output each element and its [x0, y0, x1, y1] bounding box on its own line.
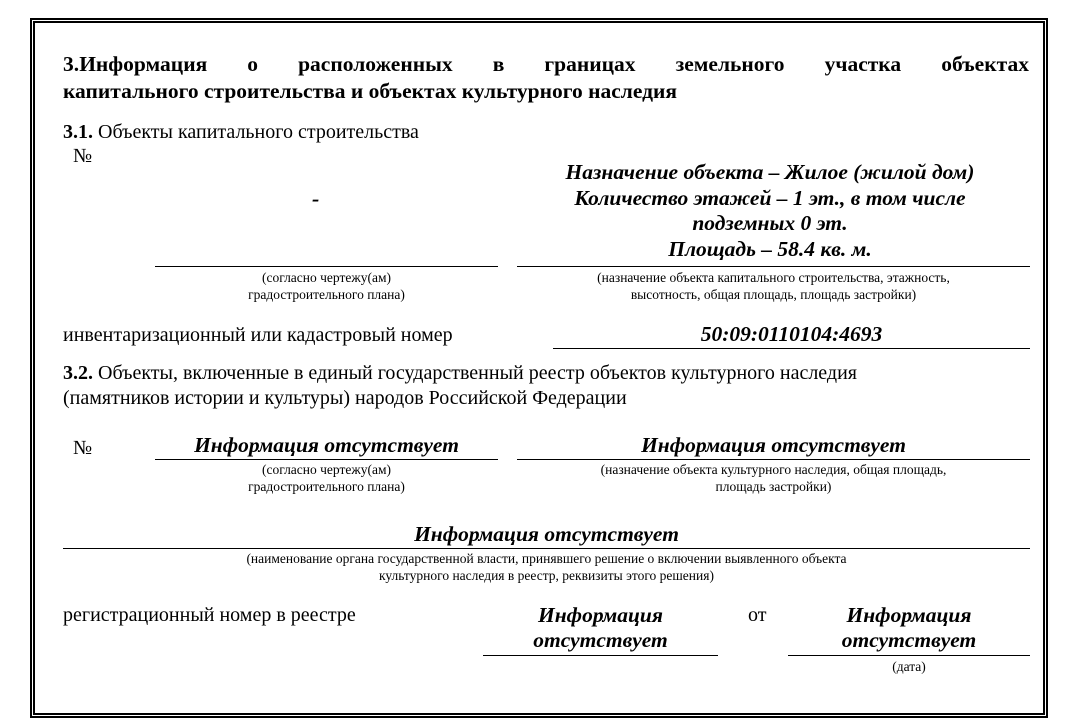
- s32-caption-left: (согласно чертежу(ам) градостроительного плана): [248, 462, 405, 494]
- reg-underline: [483, 655, 718, 656]
- s31-purpose-underline: [517, 266, 1030, 267]
- s31-number-underline: [155, 266, 498, 267]
- s32-number-underline: [155, 459, 498, 460]
- s31-number: 3.1.: [63, 121, 93, 143]
- authority-caption: (наименование органа государственной власти, принявшего решение о включении выявленного объекта культурного наследия в реестр, реквизиты этого решения): [246, 551, 847, 583]
- authority-underline: [63, 548, 1030, 549]
- date-underline: [788, 655, 1030, 656]
- reg-label: регистрационный номер в реестре: [63, 604, 356, 626]
- cadastral-underline: [553, 348, 1030, 349]
- s32-number-value: Информация отсутствует: [194, 433, 459, 457]
- cadastral-number: 50:09:0110104:4693: [700, 322, 883, 346]
- s31-caption-left: (согласно чертежу(ам) градостроительного плана): [248, 270, 405, 302]
- s31-purpose-line: Площадь – 58.4 кв. м.: [668, 236, 872, 261]
- s31-number-value: -: [312, 186, 320, 211]
- s32-label: Объекты, включенные в единый государственный реестр объектов культурного наследия: [98, 362, 857, 384]
- section-title-line1: 3. Информация о расположенных в границах земельного участка объектах: [63, 52, 1029, 76]
- s31-caption-right: (назначение объекта капитального строительства, этажность, высотность, общая площадь, площадь застройки): [597, 270, 950, 302]
- s31-purpose-line: подземных 0 эт.: [692, 211, 848, 235]
- section-number: 3.: [63, 52, 80, 76]
- s32-purpose-underline: [517, 459, 1030, 460]
- s32-heading: 3.2. Объекты, включенные в единый государственный реестр объектов культурного наследия (памятников истории и культуры) народов Российской Федерации: [63, 362, 857, 409]
- date-caption: (дата): [892, 659, 926, 674]
- section-title: [63, 51, 1029, 105]
- s32-purpose-value: Информация отсутствует: [641, 433, 906, 457]
- s31-purpose: [520, 160, 1020, 262]
- s31-heading: [63, 121, 419, 144]
- s32-number: 3.2.: [63, 362, 93, 384]
- s32-num-sign: №: [73, 437, 93, 459]
- authority-value: Информация отсутствует: [414, 522, 679, 546]
- section-title-line2: капитального строительства и объектах культурного наследия: [63, 79, 677, 103]
- cadastral-label: инвентаризационный или кадастровый номер: [63, 324, 453, 346]
- s31-purpose-line: Назначение объекта – Жилое (жилой дом): [565, 160, 975, 184]
- s31-purpose-line: Количество этажей – 1 эт., в том числе: [574, 185, 966, 210]
- from-label: от: [748, 604, 767, 626]
- reg-value: Информация отсутствует: [533, 603, 668, 652]
- s31-num-sign: №: [73, 145, 93, 167]
- date-value: Информация отсутствует: [841, 603, 977, 652]
- s31-label: Объекты капитального строительства: [98, 121, 419, 143]
- s32-caption-right: (назначение объекта культурного наследия, общая площадь, площадь застройки): [600, 462, 947, 494]
